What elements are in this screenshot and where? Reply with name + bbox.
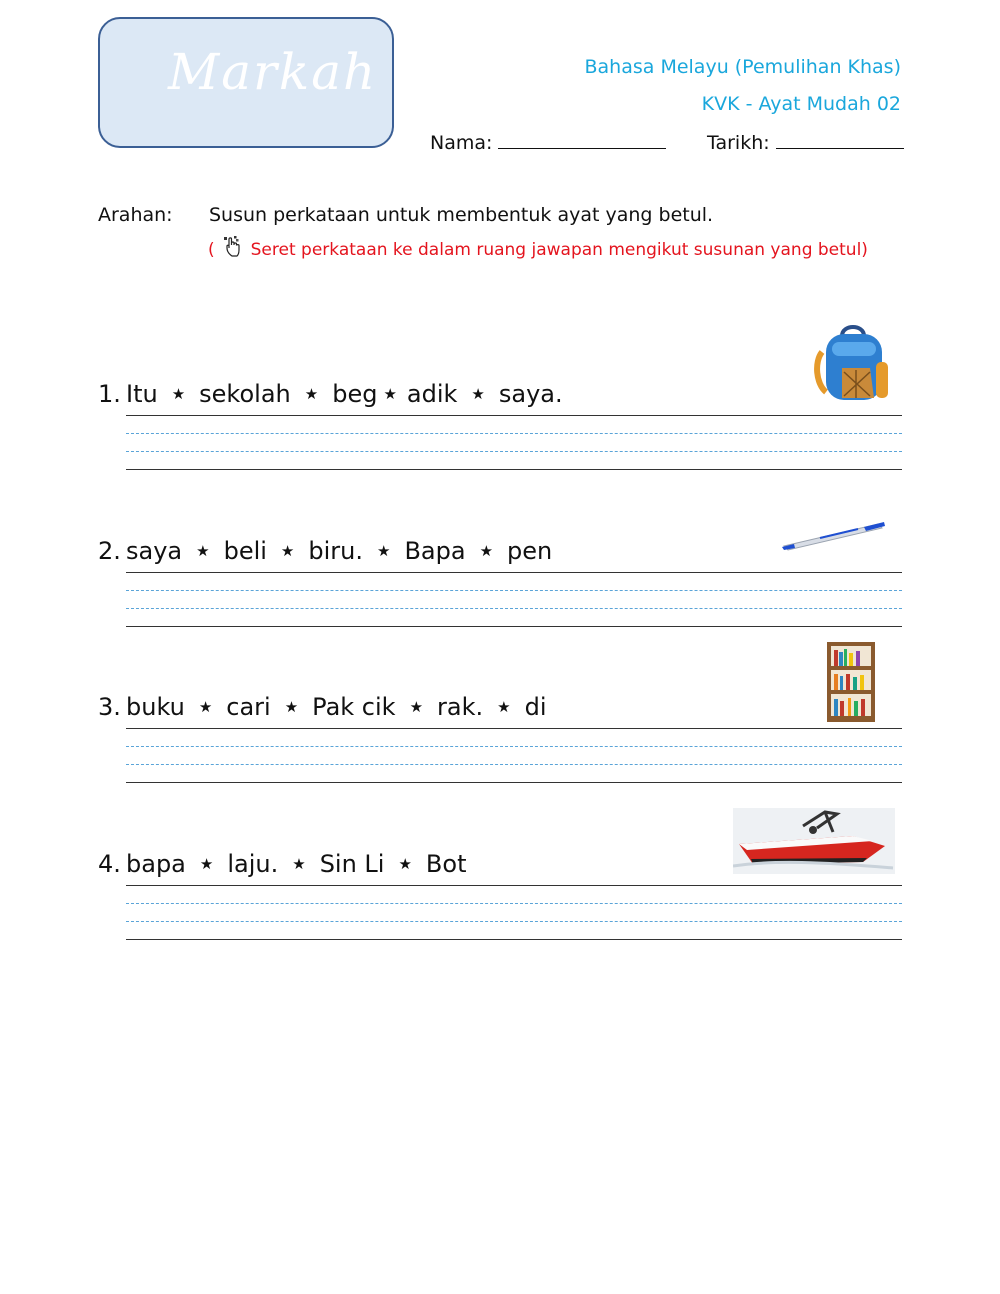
word-tile[interactable]: rak. [437,693,484,721]
word-list [126,693,546,721]
topic-title: KVK - Ayat Mudah 02 [701,93,901,115]
note-text: Seret perkataan ke dalam ruang jawapan mengikut susunan yang betul) [250,240,868,260]
name-label: Nama: [430,132,493,154]
answer-drop-zone[interactable] [126,626,902,627]
star-icon: ★ [280,542,295,560]
word-tile[interactable]: Itu [126,380,158,408]
star-icon: ★ [471,385,485,403]
score-box [98,17,394,148]
pen-icon [780,518,886,552]
question-number: 1. [98,380,121,408]
word-tile[interactable]: beli [223,537,267,565]
word-tile[interactable]: beg [332,380,378,408]
star-icon: ★ [376,542,391,560]
writing-line [126,728,902,729]
word-tile[interactable]: Bapa [404,537,466,565]
word-tile[interactable]: Sin Li [319,850,385,878]
answer-drop-zone[interactable] [126,939,902,940]
word-tile[interactable]: saya. [498,380,563,408]
writing-guide-line [126,746,902,747]
word-tile[interactable]: Pak cik [312,693,396,721]
writing-guide-line [126,590,902,591]
instruction-label: Arahan: [98,204,173,226]
writing-guide-line [126,764,902,765]
star-icon: ★ [199,855,214,873]
writing-line [126,885,902,886]
question-number: 2. [98,537,121,565]
star-icon: ★ [398,855,412,873]
word-tile[interactable]: Bot [425,850,467,878]
word-tile[interactable]: biru. [308,537,363,565]
drag-hand-icon [223,236,247,258]
word-tile[interactable]: sekolah [199,380,291,408]
word-list [126,850,466,878]
date-field[interactable] [707,130,904,154]
star-icon: ★ [497,698,511,716]
word-tile[interactable]: laju. [227,850,279,878]
answer-drop-zone[interactable] [126,469,902,470]
writing-line [126,415,902,416]
word-tile[interactable]: cari [226,693,271,721]
word-tile[interactable]: di [524,693,547,721]
word-tile[interactable]: buku [126,693,185,721]
writing-guide-line [126,433,902,434]
writing-guide-line [126,903,902,904]
name-field[interactable] [430,130,666,154]
word-tile[interactable]: bapa [126,850,186,878]
star-icon: ★ [196,542,210,560]
backpack-icon [812,322,892,406]
star-icon: ★ [383,385,397,403]
word-list [126,380,563,408]
star-icon: ★ [304,385,319,403]
note-open-paren: ( [208,240,215,260]
star-icon: ★ [292,855,306,873]
word-tile[interactable]: adik [406,380,458,408]
date-label: Tarikh: [707,132,770,154]
bookshelf-icon [826,641,876,723]
word-list [126,537,552,565]
writing-line [126,572,902,573]
star-icon: ★ [409,698,424,716]
score-label: Markah [168,43,378,101]
writing-guide-line [126,451,902,452]
star-icon: ★ [171,385,186,403]
date-line[interactable] [776,130,904,149]
instruction-text: Susun perkataan untuk membentuk ayat yang betul. [209,204,714,226]
question-number: 4. [98,850,121,878]
answer-drop-zone[interactable] [126,782,902,783]
speedboat-icon [733,808,895,874]
writing-guide-line [126,608,902,609]
star-icon: ★ [479,542,494,560]
subject-title: Bahasa Melayu (Pemulihan Khas) [584,56,901,78]
writing-guide-line [126,921,902,922]
instruction-note [208,236,868,260]
name-line[interactable] [498,130,666,149]
word-tile[interactable]: pen [507,537,553,565]
question-number: 3. [98,693,121,721]
star-icon: ★ [284,698,299,716]
word-tile[interactable]: saya [126,537,183,565]
star-icon: ★ [198,698,213,716]
